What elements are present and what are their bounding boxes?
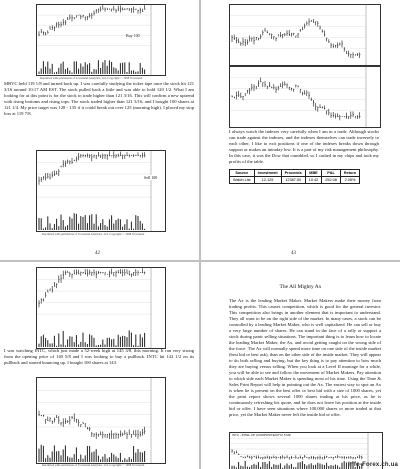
volume-bar [118,70,119,74]
volume-bar [89,215,90,230]
page-43 [201,0,400,260]
volume-bar [127,337,128,347]
volume-bar [94,338,95,347]
page-42 [0,0,199,260]
volume-bar [41,218,42,230]
chart-caption: Reprinted with permission of Townsend Analytics, Ltd. Copyright © 1998 Townsend [42,463,145,467]
volume-bar [107,66,108,74]
volume-bar [100,223,101,230]
volume-bar [113,224,114,230]
table-cell: 12,125 [254,177,281,184]
volume-bar [98,226,99,230]
volume-bar [291,464,292,469]
volume-bar [135,215,136,230]
volume-bar [306,466,307,469]
volume-bar [262,462,263,469]
volume-bar [324,465,325,469]
table-cell: Watch List [230,177,255,184]
volume-bar [254,464,255,469]
volume-bar [94,451,95,462]
volume-bar [54,72,55,74]
chart-plot [37,378,165,463]
column-header: Investment [254,170,281,177]
table-row [230,177,360,184]
volume-bar [107,227,108,230]
stock-chart-intc-intraday [36,377,166,464]
volume-bar [135,453,136,462]
volume-bar [58,226,59,230]
watermark: Info-Forex.ch.ua [348,462,398,468]
volume-bar [129,330,130,347]
volume-bar [116,457,117,462]
volume-bar [111,339,112,347]
volume-bar [39,449,40,462]
volume-bar [102,340,103,347]
volume-bar [69,458,70,462]
volume-bar [278,465,279,469]
volume-bar [41,68,42,74]
table-cell: 252.08 [322,177,341,184]
volume-bar [144,333,145,347]
volume-bar [138,346,139,347]
volume-bar [124,62,125,74]
volume-bar [76,61,77,74]
page-number: 43 [291,251,296,256]
volume-bar [109,219,110,230]
volume-bar [89,446,90,462]
volume-bar [89,334,90,347]
volume-bar [52,228,53,230]
volume-bar [54,446,55,462]
volume-bar [135,335,136,347]
volume-bar [76,335,77,347]
table-cell: 12387.50 [281,177,305,184]
volume-bar [265,462,266,469]
volume-bar [116,345,117,347]
volume-bar [284,465,285,469]
volume-bar [54,224,55,230]
volume-bar [58,451,59,462]
volume-bar [76,447,77,462]
table-cell: 10.42 [305,177,322,184]
volume-bar [135,72,136,74]
volume-bar [256,465,257,469]
volume-bar [120,63,121,74]
volume-bar [276,465,277,469]
volume-bar [335,465,336,469]
volume-bar [50,344,51,347]
column-header: MBE [305,170,322,177]
volume-bar [140,63,141,74]
volume-bar [309,464,310,469]
volume-bar [302,461,303,469]
volume-bar [142,453,143,462]
volume-bar [96,214,97,230]
volume-bar [245,461,246,469]
section-title: The All Mighty Ax [279,284,322,290]
volume-bar [45,458,46,462]
volume-bar [80,63,81,74]
volume-bar [43,61,44,74]
volume-bar [109,338,110,347]
volume-bar [131,222,132,230]
volume-bar [39,72,40,74]
volume-bar [67,456,68,462]
volume-bar [102,457,103,462]
volume-bar [111,215,112,230]
volume-bar [43,335,44,347]
volume-bar [91,335,92,347]
volume-bar [65,345,66,347]
volume-bar [43,446,44,462]
volume-bar [63,331,64,347]
volume-bar [67,68,68,74]
volume-bar [140,452,141,462]
volume-bar [144,451,145,462]
volume-bar [298,463,299,469]
volume-bar [315,465,316,469]
volume-bar [74,454,75,462]
volume-bar [346,462,347,469]
volume-bar [273,464,274,469]
sell-annotation: Sell 100 [144,175,158,180]
volume-bar [144,229,145,230]
volume-bar [67,339,68,347]
chart-plot [37,151,165,231]
volume-bar [85,215,86,230]
volume-bar [122,227,123,230]
volume-bar [124,458,125,462]
column-header: P&L [322,170,341,177]
page-45 [201,262,400,469]
volume-bar [67,225,68,230]
volume-bar [96,69,97,74]
volume-bar [105,60,106,74]
page-44 [0,262,199,469]
volume-bar [124,336,125,347]
volume-bar [100,345,101,347]
volume-bar [300,462,301,469]
volume-bar [129,62,130,74]
volume-bar [45,338,46,347]
chart-plot [37,268,165,348]
volume-bar [80,216,81,230]
volume-bar [280,463,281,469]
volume-bar [144,70,145,74]
page-number: 42 [95,251,100,256]
volume-bar [91,452,92,462]
volume-bar [78,69,79,74]
volume-bar [76,214,77,230]
volume-bar [105,345,106,347]
volume-bar [267,464,268,469]
volume-bar [109,60,110,74]
volume-bar [251,465,252,469]
volume-bar [63,220,64,230]
volume-bar [287,463,288,469]
volume-bar [89,63,90,74]
table-cell: 2.08% [340,177,359,184]
volume-bar [113,339,114,347]
volume-bar [109,457,110,462]
volume-bar [80,342,81,347]
volume-bar [83,459,84,462]
volume-bar [91,214,92,230]
volume-bar [142,224,143,230]
volume-bar [80,455,81,462]
volume-bar [58,333,59,347]
volume-bar [133,345,134,347]
volume-bar [138,71,139,74]
volume-bar [52,343,53,347]
volume-bar [87,446,88,462]
volume-bar [322,464,323,469]
volume-bar [118,458,119,462]
volume-bar [124,224,125,230]
volume-bar [83,333,84,347]
volume-bar [105,225,106,230]
volume-bar [78,224,79,230]
volume-bar [69,71,70,74]
volume-bar [98,456,99,462]
volume-bar [74,342,75,347]
volume-bar [107,338,108,347]
volume-bar [100,68,101,74]
volume-bar [313,465,314,469]
volume-bar [331,465,332,469]
column-header: Source [230,170,255,177]
volume-bar [39,218,40,230]
volume-bar [326,463,327,469]
chart-plot [230,5,380,65]
volume-bar [91,72,92,74]
stock-chart-mbvc-exit [36,150,166,232]
volume-bar [50,458,51,462]
chart-plot [37,5,165,75]
volume-bar [113,454,114,462]
column-header: Return [340,170,359,177]
volume-bar [47,340,48,347]
volume-bar [83,67,84,74]
volume-bar [45,67,46,74]
volume-bar [118,335,119,347]
volume-bar [72,73,73,74]
volume-bar [78,459,79,462]
volume-bar [41,445,42,462]
buy-annotation: Buy 100 [126,33,140,38]
volume-bar [102,62,103,74]
volume-bar [142,337,143,347]
volume-bar [56,451,57,462]
volume-bar [113,67,114,74]
volume-bar [47,455,48,462]
volume-bar [61,64,62,74]
body-paragraph: The Ax is the leading Market Maker. Market Makers make their money from trading profits. This causes competition, which is good for the general investor. This competition also brings in another element that is important to understand. They all want to be on the right side of the market. In many cases, a stock can be controlled by a leading Market Maker, who is well capitalized. He can sell or buy a very large number of shares. He can stand in the face of a rally or support a stock during panic selling situations. The important thing is to learn how to locate the leading Market Maker, the Ax, and avoid getting caught on the wrong side of the force. The Ax will normally spend more time on one side of the inside market (best bid or best ask), than on the other side of the inside market. They will appear to do both selling and buying, but the key thing is to pay attention to how much they are buying versus selling. When you look at a Level II montage for a while, you will be able to see and follow the movement of Market Makers. Pay attention to which side each Market Maker is spending most of his time. Using the Time & Sales Print Report will help in pointing out the Ax. The easiest way to spot an Ax is when he is present on the best offer or best bid with a size of 1000 shares, yet the print report shows several 1000 shares trading at his price, as he is continuously refreshing his quote, and he does not leave his position at the inside bid or offer. I have seen situations where 100,000 shares or more traded at that price, yet the Market Maker never left the inside bid or offer. [229,298,381,417]
volume-bar [120,337,121,347]
volume-bar [69,217,70,230]
index-chart-upper [229,4,381,66]
trade-summary-table [229,169,360,184]
chart-title: INTC - INTEL CP (COMPOSITE/OTC) 5 Min [232,433,292,437]
volume-bar [69,336,70,347]
volume-bar [304,464,305,469]
volume-bar [133,70,134,74]
volume-bar [63,449,64,462]
volume-bar [65,445,66,462]
volume-bar [320,463,321,469]
volume-bar [65,69,66,74]
volume-bar [65,227,66,230]
volume-bar [72,219,73,230]
volume-bar [311,463,312,469]
volume-bar [56,346,57,347]
volume-bar [56,72,57,74]
volume-bar [122,336,123,347]
volume-bar [94,69,95,74]
body-paragraph: I was watching INTC, which just made a 52-week high at 145 3/8, this morning. It ran very strong from the opening price of 140 5/8 and I was looking to buy a pullback. INTC hit 142 1/2 on its pullback and started bouncing up. I bought 100 shares at 143. [4,348,194,365]
volume-bar [133,446,134,462]
volume-bar [61,344,62,347]
volume-bar [47,216,48,230]
volume-bar [50,223,51,230]
volume-bar [122,63,123,74]
volume-bar [140,221,141,230]
volume-bar [39,344,40,347]
volume-bar [52,451,53,462]
stock-chart-mbvc [36,4,166,76]
body-paragraph: MBVC held 119 1/8 and turned back up. I was carefully studying the ticker tape once the stock hit 121 3/16 around 10:17 AM EST. The stock pulled back a little and was able to hold 120 1/2. What I am looking for at this point is for the stock to trade higher than 121 3/16. This will confirm a new uptrend with rising bottoms and rising tops. The stock traded higher than 121 3/16, and I bought 100 shares at 121 1/4. My price target was 128 - 135 if it could break out over 125 (morning high). I placed my stop loss at 119 7/8. [4,81,194,116]
volume-bar [127,72,128,74]
table-header-row [230,170,360,177]
volume-bar [111,62,112,74]
volume-bar [43,229,44,230]
volume-bar [127,219,128,230]
volume-bar [118,219,119,230]
volume-bar [105,454,106,462]
volume-bar [102,219,103,230]
volume-bar [258,462,259,469]
volume-bar [78,345,79,347]
volume-bar [131,71,132,74]
volume-bar [127,460,128,462]
body-paragraph: I always watch the indexes very carefully when I am in a trade. Although stocks can trade against the indexes, and the indexes themselves can trade inversely to each other, I like to exit positions if one of the indexes breaks down through support or makes an intraday low. It is a part of my risk management philosophy. In this case, it was the Dow that crumbled, so I cashed in my chips and took my profits of the table. [229,129,379,164]
volume-bar [269,461,270,469]
volume-bar [131,459,132,462]
volume-bar [85,342,86,347]
volume-bar [98,345,99,347]
volume-bar [116,220,117,230]
chart-caption: Reprinted with permission of Townsend Analytics, Ltd. Copyright © 1998 Townsend [42,232,145,236]
volume-bar [87,64,88,74]
volume-bar [120,453,121,462]
volume-bar [133,229,134,230]
volume-bar [96,449,97,462]
volume-bar [72,458,73,462]
stock-chart-intc [36,267,166,349]
volume-bar [342,463,343,469]
volume-bar [50,69,51,74]
volume-bar [87,223,88,230]
volume-bar [87,344,88,347]
volume-bar [337,465,338,469]
volume-bar [85,455,86,462]
volume-bar [129,457,130,462]
volume-bar [120,219,121,230]
volume-bar [138,216,139,230]
volume-bar [111,453,112,462]
volume-bar [344,461,345,469]
volume-bar [41,336,42,347]
volume-bar [98,60,99,74]
volume-bar [47,62,48,74]
volume-bar [131,333,132,347]
volume-bar [52,64,53,74]
volume-bar [74,61,75,74]
volume-bar [83,217,84,230]
column-header: Proceeds [281,170,305,177]
volume-bar [74,213,75,230]
index-chart-lower [229,66,381,128]
volume-bar [129,229,130,230]
volume-bar [122,460,123,462]
volume-bar [61,215,62,230]
volume-bar [317,463,318,469]
chart-plot [230,67,380,127]
volume-bar [138,449,139,462]
volume-bar [56,219,57,230]
volume-bar [94,224,95,230]
volume-bar [45,227,46,230]
volume-bar [107,458,108,462]
volume-bar [61,455,62,462]
volume-bar [116,68,117,74]
chart-caption: Reprinted with permission of Townsend Analytics, Ltd. Copyright © 1998 Townsend [40,76,143,80]
volume-bar [72,337,73,347]
volume-bar [63,62,64,74]
volume-bar [238,462,239,469]
volume-bar [96,345,97,347]
volume-bar [54,336,55,347]
volume-bar [58,68,59,74]
volume-bar [289,465,290,469]
volume-bar [142,68,143,74]
volume-bar [100,459,101,462]
volume-bar [85,62,86,74]
volume-bar [140,334,141,347]
